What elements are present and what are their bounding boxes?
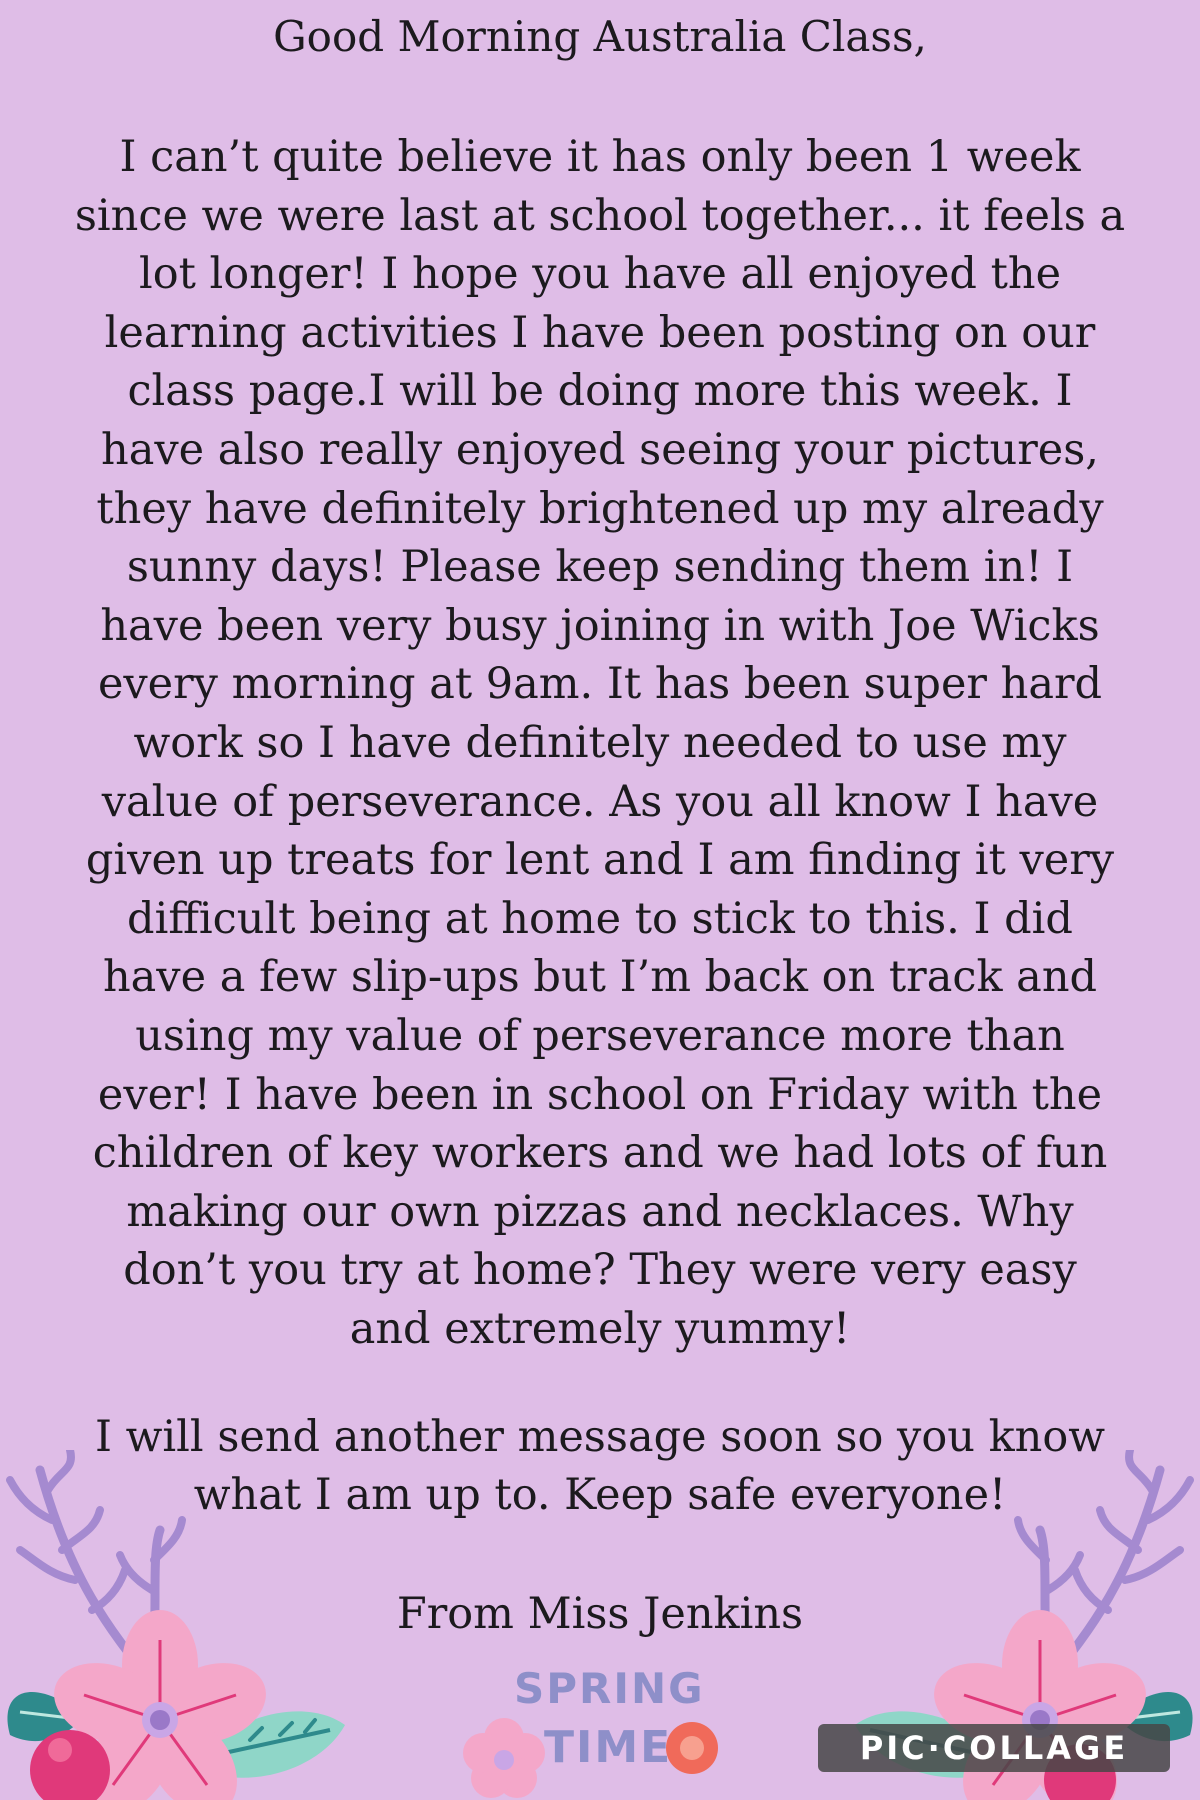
app-watermark: PIC·COLLAGE — [818, 1724, 1170, 1772]
body-line: I can’t quite believe it has only been 1 week — [119, 132, 1081, 182]
letter-signoff: From Miss Jenkins — [396, 1589, 804, 1639]
body-line: work so I have definitely needed to use my — [133, 717, 1067, 768]
body-line: sunny days! Please keep sending them in! I — [126, 542, 1074, 593]
letter-body — [30, 128, 1170, 1358]
letter-greeting: Good Morning Australia Class, — [273, 12, 927, 61]
body-line: learning activities I have been posting on our — [104, 307, 1096, 358]
body-line: don’t you try at home? They were very easy — [123, 1245, 1077, 1296]
closing-line: what I am up to. Keep safe everyone! — [193, 1470, 1007, 1520]
body-line: since we were last at school together... it feels a — [74, 190, 1126, 241]
body-line: and extremely yummy! — [349, 1303, 851, 1354]
body-line: lot longer! I hope you have all enjoyed the — [138, 249, 1062, 300]
body-line: they have definitely brightened up my already — [96, 483, 1104, 534]
time-label: TIME — [544, 1722, 673, 1773]
spring-time-badge — [460, 1660, 740, 1800]
flower-bouquet-icon — [0, 1450, 360, 1800]
body-line: have a few slip-ups but I’m back on track and — [102, 952, 1098, 1003]
body-line: class page.I will be doing more this week. I — [127, 366, 1073, 417]
body-line: difficult being at home to stick to this. I did — [127, 893, 1073, 944]
body-line: given up treats for lent and I am finding it very — [85, 835, 1115, 886]
body-line: value of perseverance. As you all know I have — [101, 776, 1099, 827]
body-line: have been very busy joining in with Joe Wicks — [100, 600, 1100, 651]
body-line: have also really enjoyed seeing your pictures, — [101, 424, 1099, 475]
body-line: children of key workers and we had lots of fun — [92, 1128, 1108, 1179]
body-line: making our own pizzas and necklaces. Why — [126, 1186, 1074, 1237]
body-line: every morning at 9am. It has been super hard — [97, 659, 1103, 710]
body-line: using my value of perseverance more than — [135, 1010, 1065, 1061]
body-line: ever! I have been in school on Friday with the — [97, 1069, 1103, 1120]
closing-line: I will send another message soon so you know — [94, 1412, 1106, 1462]
spring-label: SPRING — [514, 1664, 705, 1713]
